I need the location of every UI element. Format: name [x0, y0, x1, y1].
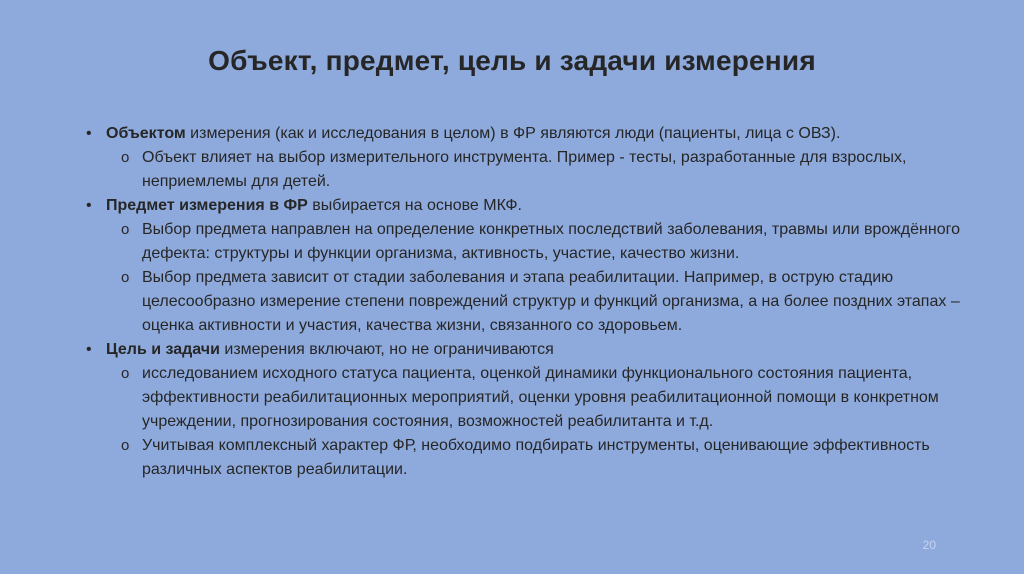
slide — [10, 8, 1014, 566]
slide-title: Объект, предмет, цель и задачи измерения — [208, 45, 816, 76]
sub-bullet — [82, 362, 982, 434]
slide-content — [82, 122, 982, 482]
circle-bullet-icon: o — [121, 149, 130, 166]
bullet-dot-icon: • — [86, 341, 92, 358]
page-number: 20 — [922, 538, 936, 552]
bullet-subject — [82, 194, 982, 218]
sub-bullet — [82, 146, 982, 194]
bullet-bold: Предмет измерения в ФР — [106, 197, 308, 214]
sub-bullet-text: Выбор предмета направлен на определение конкретных последствий заболевания, травмы или врождённого дефекта: структуры и функции организма, активность, участие, качество жизни. — [142, 221, 960, 262]
sub-bullet — [82, 434, 982, 482]
bullet-text: измерения (как и исследования в целом) в ФР являются люди (пациенты, лица с ОВЗ). — [185, 125, 841, 142]
bullet-text: измерения включают, но не ограничиваются — [219, 341, 554, 358]
bullet-bold: Цель и задачи — [106, 341, 220, 358]
sub-bullet — [82, 266, 982, 338]
sub-bullet — [82, 218, 982, 266]
bullet-dot-icon: • — [86, 197, 92, 214]
circle-bullet-icon: o — [121, 365, 130, 382]
sub-bullet-text: Учитывая комплексный характер ФР, необходимо подбирать инструменты, оценивающие эффективность различных аспектов реабилитации. — [142, 437, 930, 478]
bullet-object — [82, 122, 982, 146]
bullet-dot-icon: • — [86, 125, 92, 142]
bullet-text: выбирается на основе МКФ. — [307, 197, 522, 214]
sub-bullet-text: исследованием исходного статуса пациента, оценкой динамики функционального состояния пациента, эффективности реабилитационных мероприятий, оценки уровня реабилитационной помощи в конкретном учреждении, прогнозирования состояния, возможностей реабилитанта и т.д. — [142, 365, 939, 430]
bullet-goals — [82, 338, 982, 362]
circle-bullet-icon: o — [121, 269, 130, 286]
bullet-bold: Объектом — [106, 125, 186, 142]
sub-bullet-text: Объект влияет на выбор измерительного инструмента. Пример - тесты, разработанные для взрослых, неприемлемы для детей. — [142, 149, 907, 190]
circle-bullet-icon: o — [121, 437, 130, 454]
sub-bullet-text: Выбор предмета зависит от стадии заболевания и этапа реабилитации. Например, в острую стадию целесообразно измерение степени повреждений структур и функций организма, а на более поздних этапах – оценка активности и участия, качества жизни, связанного со здоровьем. — [142, 269, 960, 334]
circle-bullet-icon: o — [121, 221, 130, 238]
